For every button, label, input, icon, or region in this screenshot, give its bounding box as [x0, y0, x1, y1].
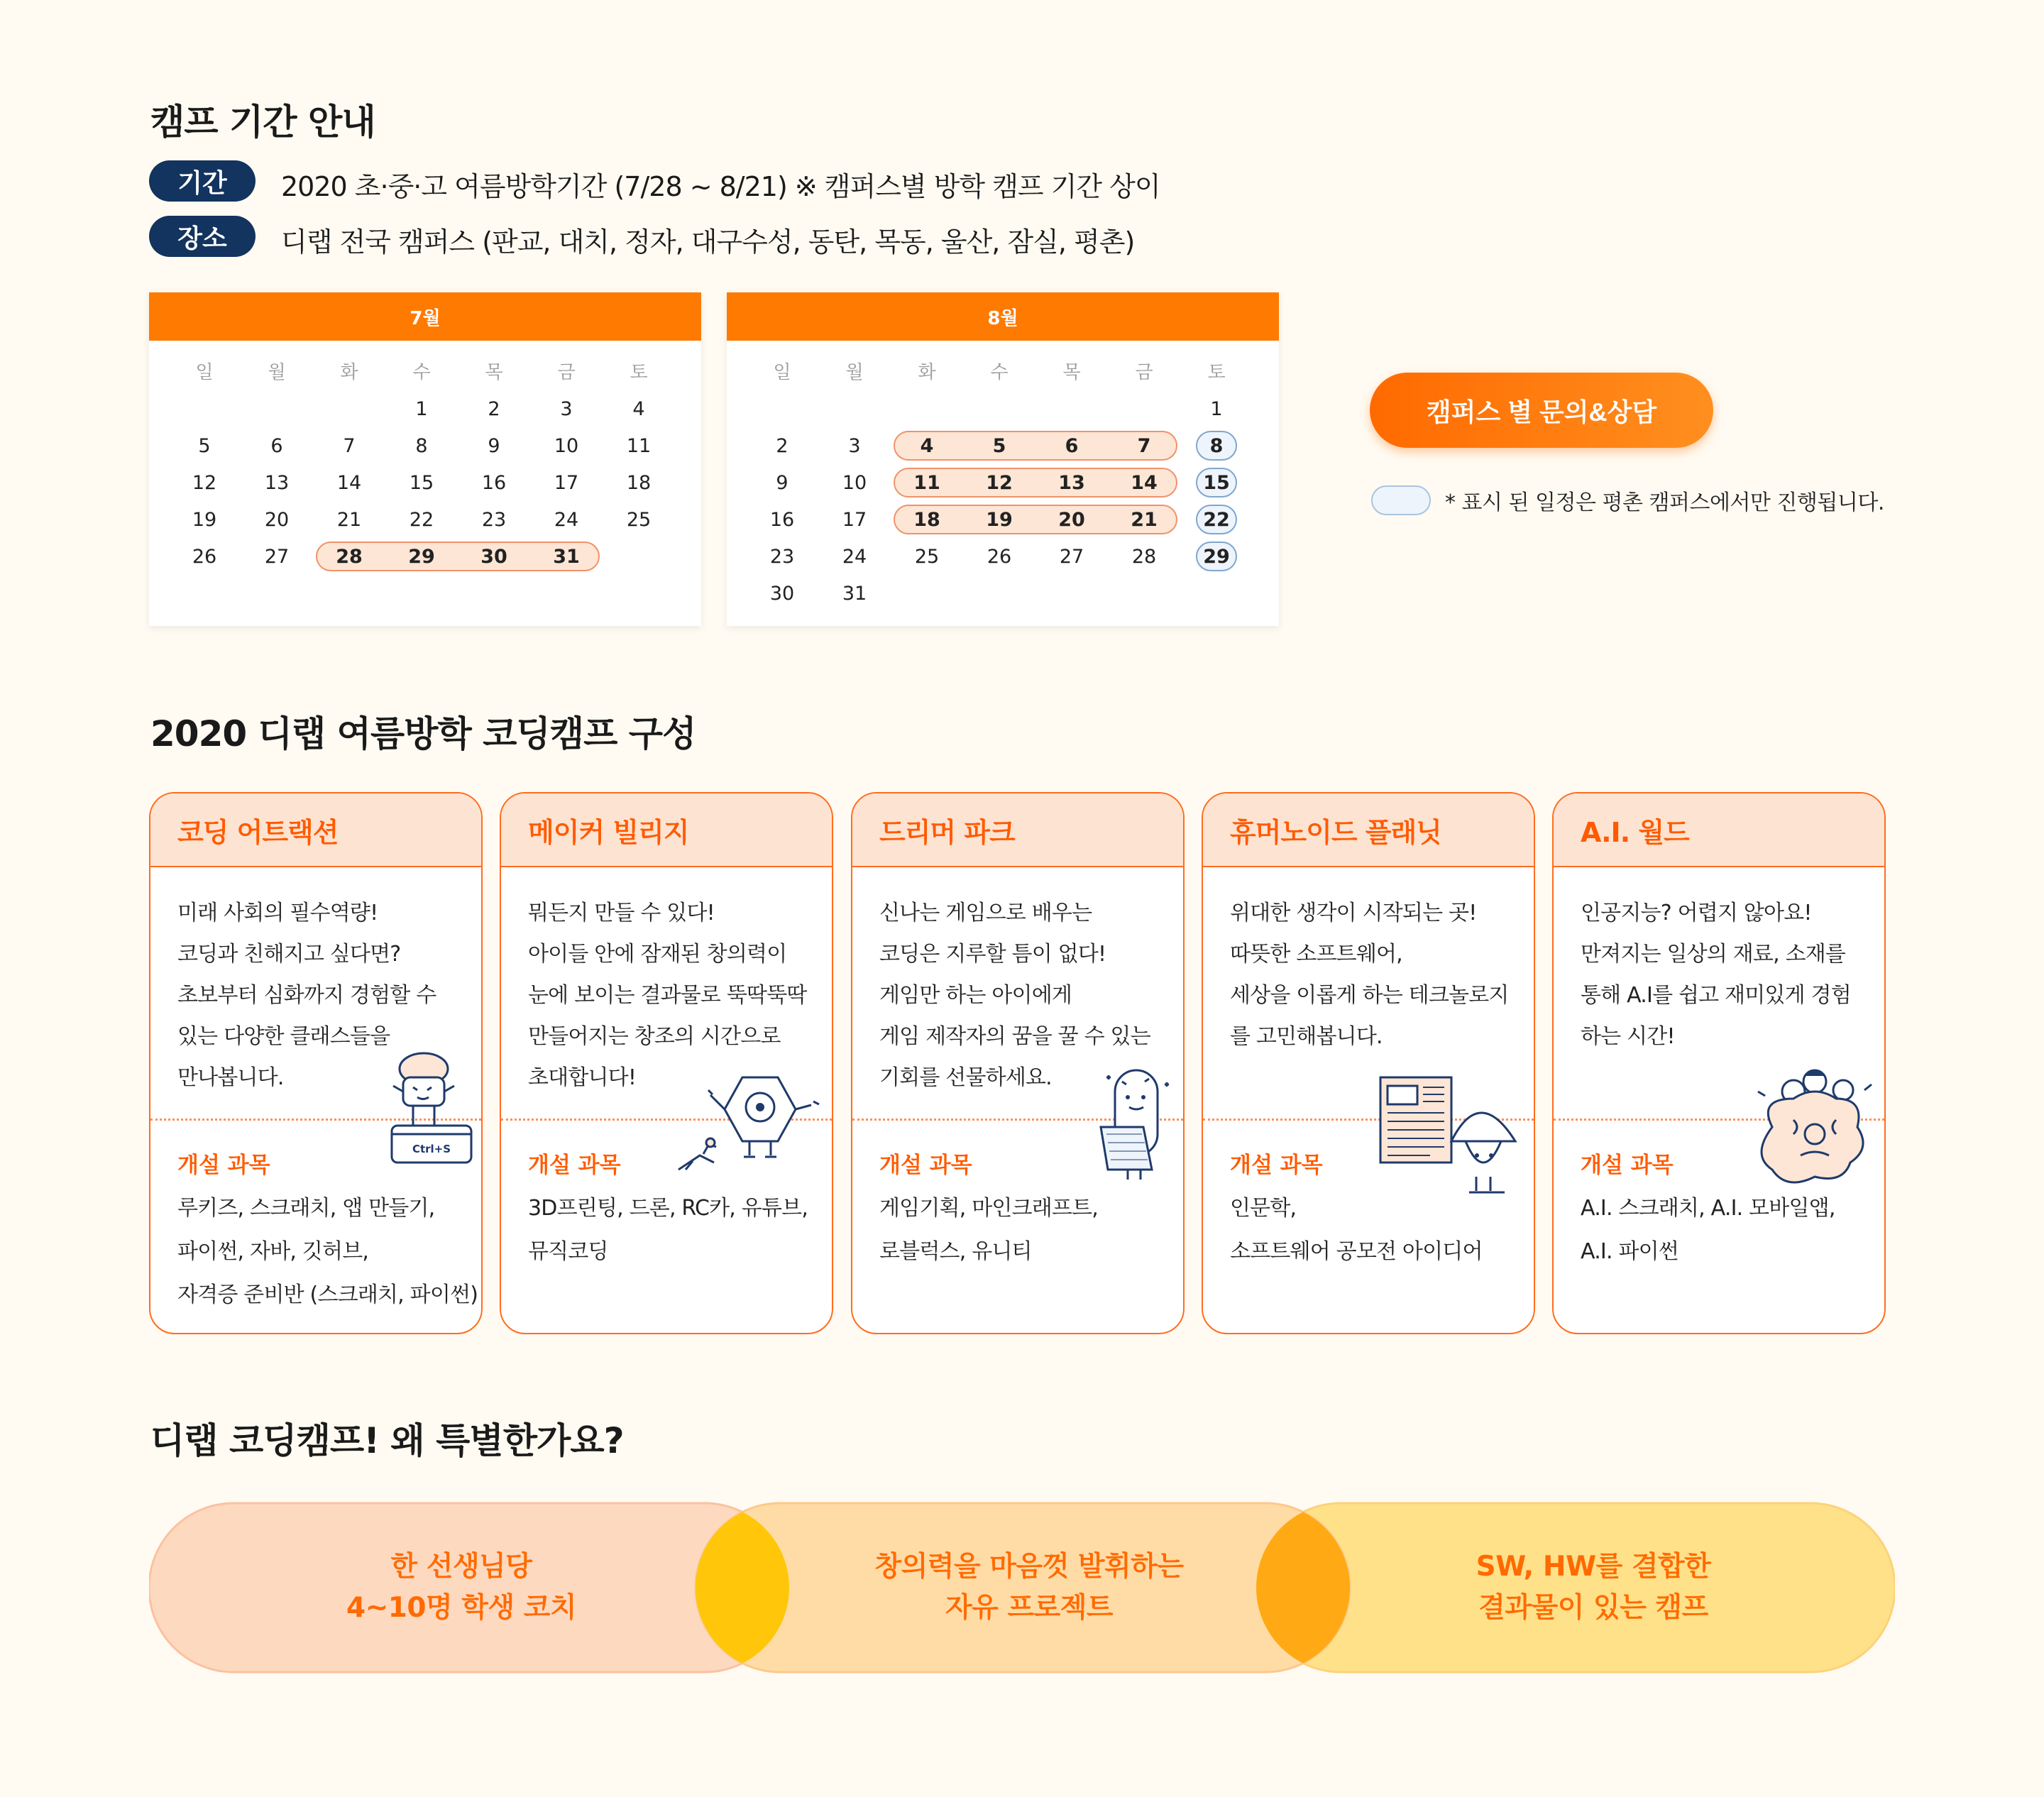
course-card: [149, 792, 483, 1334]
calendar-day: 3: [848, 434, 861, 457]
weekday-label: 수: [990, 361, 1009, 383]
period-text: 2020 초·중·고 여름방학기간 (7/28 ~ 8/21) ※ 캠퍼스별 방학 캠프 기간 상이: [281, 171, 1160, 202]
calendar-day: 13: [264, 471, 290, 494]
calendar-month-title: 8월: [727, 292, 1279, 341]
campus-consult-button[interactable]: 캠퍼스 별 문의&상담: [1370, 373, 1713, 448]
weekday-label: 토: [630, 361, 648, 383]
course-item: 3D프린팅, 드론, RC카, 유튜브,: [528, 1196, 808, 1221]
course-item: A.I. 스크래치, A.I. 모바일앱,: [1581, 1196, 1835, 1221]
calendar-day: 6: [1065, 434, 1079, 457]
calendar-day: 11: [626, 434, 652, 457]
calendar-day: 1: [415, 397, 428, 420]
calendar-day: 12: [986, 471, 1013, 494]
calendar-day: 21: [1131, 508, 1158, 531]
course-item: 인문학,: [1230, 1196, 1297, 1221]
calendar-day: 16: [481, 471, 507, 494]
course-list-heading: 개설 과목: [177, 1153, 270, 1178]
calendar-day: 5: [198, 434, 211, 457]
calendar-day: 14: [336, 471, 362, 494]
calendar-day: 20: [264, 508, 290, 531]
course-list: [177, 1187, 483, 1317]
weekday-label: 월: [845, 361, 864, 383]
lamp-character-with-document-icon: [1373, 1070, 1529, 1201]
calendar-day: 31: [553, 545, 580, 568]
course-card: [1552, 792, 1886, 1334]
weekday-label: 토: [1207, 361, 1226, 383]
calendar-day: 27: [1059, 545, 1084, 568]
calendar-day: 2: [488, 397, 500, 420]
place-text: 디랩 전국 캠퍼스 (판교, 대치, 정자, 대구수성, 동탄, 목동, 울산, 잠실, 평촌): [281, 226, 1135, 258]
description-line: 초대합니다!: [528, 1065, 637, 1090]
description-line: 게임만 하는 아이에게: [879, 983, 1072, 1008]
calendar-day: 25: [914, 545, 940, 568]
calendar-day: 5: [992, 434, 1006, 457]
special-section-title: 디랩 코딩캠프! 왜 특별한가요?: [150, 1420, 624, 1461]
description-line: 만져지는 일상의 재료, 소재를: [1581, 942, 1846, 967]
course-card-description: [1581, 893, 1879, 1057]
calendar-month-title: 7월: [149, 292, 701, 341]
calendar-day: 6: [270, 434, 283, 457]
course-item: 루키즈, 스크래치, 앱 만들기,: [177, 1196, 435, 1221]
course-card-title: 코딩 어트랙션: [150, 793, 481, 867]
course-list: [1581, 1187, 1886, 1273]
calendar-day: 31: [842, 582, 867, 605]
calendar-day: 17: [842, 508, 867, 531]
feature-coach-ratio: [149, 1503, 774, 1672]
feature-line: 결과물이 있는 캠프: [1478, 1592, 1708, 1624]
calendar-day: 29: [408, 545, 435, 568]
feature-sw-hw-result: [1278, 1503, 1909, 1672]
calendar-day: 29: [1203, 545, 1230, 568]
keyboard-shortcut-text: Ctrl+S: [412, 1143, 451, 1155]
feature-line: 4~10명 학생 코치: [346, 1592, 577, 1624]
pyeongchon-legend-swatch: [1371, 485, 1431, 515]
description-line: 코딩은 지루할 틈이 없다!: [879, 942, 1106, 967]
calendar-july: [149, 292, 701, 626]
weekday-label: 화: [340, 361, 358, 383]
weekday-label: 일: [773, 361, 791, 383]
robot-on-keyboard-icon: [385, 1049, 477, 1172]
weekday-label: 금: [1135, 361, 1153, 383]
pyeongchon-legend-text: * 표시 된 일정은 평촌 캠퍼스에서만 진행됩니다.: [1445, 490, 1884, 515]
feature-line: 자유 프로젝트: [945, 1592, 1114, 1624]
description-line: 아이들 안에 잠재된 창의력이: [528, 942, 787, 967]
course-list-heading: 개설 과목: [528, 1153, 621, 1178]
calendar-day: 11: [913, 471, 940, 494]
weekday-label: 목: [1062, 361, 1081, 383]
description-line: 세상을 이롭게 하는 테크놀로지: [1230, 983, 1509, 1008]
course-item: 뮤직코딩: [528, 1239, 608, 1264]
calendar-day: 28: [336, 545, 363, 568]
calendar-day: 14: [1131, 471, 1158, 494]
place-label-badge: 장소: [149, 216, 256, 257]
calendar-day: 10: [554, 434, 579, 457]
course-item: 게임기획, 마인크래프트,: [879, 1196, 1099, 1221]
calendar-day: 30: [769, 582, 795, 605]
calendar-day: 19: [192, 508, 217, 531]
weekday-label: 수: [412, 361, 431, 383]
course-card: [1202, 792, 1535, 1334]
description-line: 미래 사회의 필수역량!: [177, 901, 378, 925]
description-line: 인공지능? 어렵지 않아요!: [1581, 901, 1812, 925]
period-section-title: 캠프 기간 안내: [150, 101, 375, 143]
calendar-day: 30: [480, 545, 507, 568]
course-card-title: A.I. 월드: [1554, 793, 1884, 867]
calendar-day: 28: [1131, 545, 1157, 568]
composition-section-title: 2020 디랩 여름방학 코딩캠프 구성: [150, 713, 696, 754]
calendar-day: 21: [336, 508, 362, 531]
course-item: 자격증 준비반 (스크래치, 파이썬): [177, 1282, 478, 1307]
calendar-day: 18: [626, 471, 652, 494]
calendar-day: 7: [343, 434, 356, 457]
calendar-day: 24: [554, 508, 579, 531]
course-list-heading: 개설 과목: [1230, 1153, 1323, 1178]
weekday-label: 목: [485, 361, 503, 383]
calendar-day: 3: [560, 397, 573, 420]
course-item: 소프트웨어 공모전 아이디어: [1230, 1239, 1483, 1264]
calendar-day: 26: [987, 545, 1012, 568]
calendar-day: 1: [1210, 397, 1223, 420]
brain-with-characters-icon: [1744, 1063, 1886, 1194]
calendar-day: 26: [192, 545, 217, 568]
course-card-description: [1230, 893, 1528, 1057]
calendar-day: 24: [842, 545, 867, 568]
calendar-day: 23: [769, 545, 795, 568]
calendar-day: 25: [626, 508, 652, 531]
calendar-day: 8: [415, 434, 428, 457]
course-card-title: 휴머노이드 플래닛: [1203, 793, 1534, 867]
description-line: 따뜻한 소프트웨어,: [1230, 942, 1402, 967]
description-line: 만들어지는 창조의 시간으로: [528, 1024, 781, 1049]
calendar-day: 20: [1058, 508, 1085, 531]
course-item: 로블럭스, 유니티: [879, 1239, 1032, 1264]
description-line: 게임 제작자의 꿈을 꿀 수 있는: [879, 1024, 1150, 1049]
course-list-heading: 개설 과목: [879, 1153, 972, 1178]
calendar-day: 19: [986, 508, 1013, 531]
description-line: 기회를 선물하세요.: [879, 1065, 1052, 1090]
course-card-title: 메이커 빌리지: [501, 793, 832, 867]
calendar-day: 4: [920, 434, 934, 457]
description-line: 뭐든지 만들 수 있다!: [528, 901, 715, 925]
calendar-day: 9: [488, 434, 500, 457]
feature-line: 한 선생님당: [390, 1551, 532, 1583]
course-item: A.I. 파이썬: [1581, 1239, 1678, 1264]
calendar-day: 23: [481, 508, 507, 531]
course-list-heading: 개설 과목: [1581, 1153, 1674, 1178]
calendar-day: 4: [632, 397, 645, 420]
calendar-day: 27: [264, 545, 290, 568]
description-line: 위대한 생각이 시작되는 곳!: [1230, 901, 1477, 925]
calendar-day: 8: [1209, 434, 1224, 457]
course-card-title: 드리머 파크: [852, 793, 1183, 867]
feature-free-project: [759, 1503, 1299, 1672]
feature-line: SW, HW를 결합한: [1476, 1551, 1711, 1583]
weekday-label: 금: [557, 361, 576, 383]
description-line: 를 고민해봅니다.: [1230, 1024, 1383, 1049]
calendar-day: 9: [776, 471, 789, 494]
calendar-day: 2: [776, 434, 789, 457]
course-list: [879, 1187, 1185, 1273]
calendar-august: [727, 292, 1279, 626]
weekday-label: 일: [195, 361, 214, 383]
period-label-badge: 기간: [149, 160, 256, 202]
calendar-day: 10: [842, 471, 867, 494]
description-line: 신나는 게임으로 배우는: [879, 901, 1092, 925]
calendar-day: 15: [1203, 471, 1230, 494]
description-line: 만나봅니다.: [177, 1065, 284, 1090]
character-with-laptop-icon: [1094, 1056, 1179, 1187]
weekday-label: 화: [918, 361, 936, 383]
calendar-day: 15: [409, 471, 434, 494]
course-card: [851, 792, 1185, 1334]
hex-nut-robot-icon: [664, 1063, 833, 1187]
calendar-day: 17: [554, 471, 579, 494]
calendar-day: 22: [409, 508, 434, 531]
description-line: 눈에 보이는 결과물로 뚝딱뚝딱: [528, 983, 807, 1008]
calendar-day: 13: [1058, 471, 1085, 494]
calendar-day: 12: [192, 471, 217, 494]
description-line: 코딩과 친해지고 싶다면?: [177, 942, 401, 967]
course-list: [528, 1187, 833, 1273]
course-card: [500, 792, 833, 1334]
description-line: 있는 다양한 클래스들을: [177, 1024, 390, 1049]
calendar-day: 22: [1203, 508, 1230, 531]
course-item: 파이썬, 자바, 깃허브,: [177, 1239, 369, 1264]
feature-line: 창의력을 마음껏 발휘하는: [874, 1551, 1184, 1583]
description-line: 통해 A.I를 쉽고 재미있게 경험: [1581, 983, 1851, 1008]
description-line: 초보부터 심화까지 경험할 수: [177, 983, 436, 1008]
weekday-label: 월: [268, 361, 286, 383]
description-line: 하는 시간!: [1581, 1024, 1675, 1049]
calendar-day: 18: [913, 508, 940, 531]
calendar-day: 7: [1137, 434, 1151, 457]
calendar-day: 16: [769, 508, 795, 531]
